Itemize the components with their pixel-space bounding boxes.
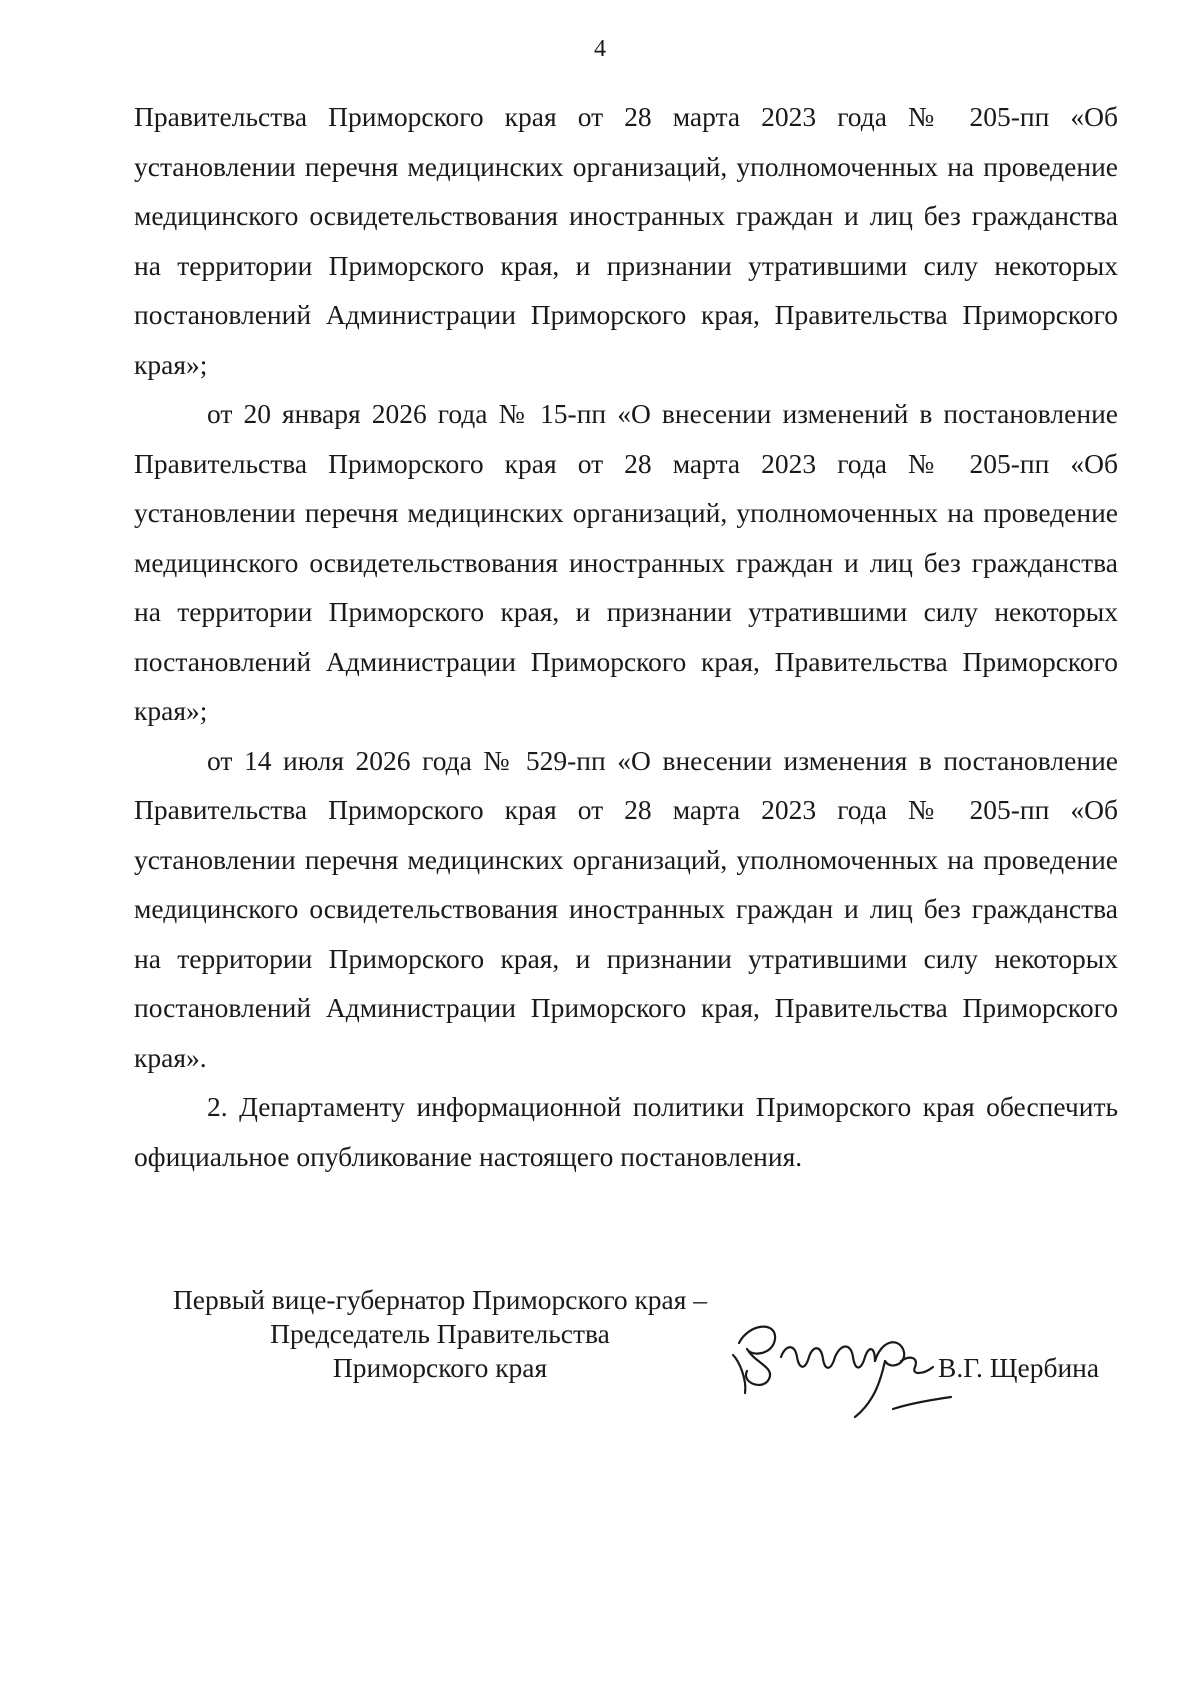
paragraph-item-2: 2. Департаменту информационной политики Приморского края обеспечить официальное опубликование настоящего постановления. [134, 1091, 1118, 1172]
signer-name: В.Г. Щербина [938, 1352, 1100, 1383]
position-line-3: Приморского края [332, 1352, 548, 1383]
paragraph-amendment-2026-01-20: от 20 января 2026 года № 15-пп «О внесении изменений в постановление Правительства Приморского края от 28 марта 2023 года № 205-пп «Об установлении перечня медицинских организаций, уполномоченных на проведение медицинского освидетельствования иностранных граждан и лиц без гражданства на территории Приморского края, и признании утратившими силу некоторых постановлений Администрации Приморского края, Правительства Приморского края»; [134, 398, 1118, 726]
position-line-1: Первый вице-губернатор Приморского края – [172, 1284, 708, 1315]
document-body [134, 92, 1118, 1181]
paragraph-amendment-2026-07-14: от 14 июля 2026 года № 529-пп «О внесении изменения в постановление Правительства Приморского края от 28 марта 2023 года № 205-пп «Об установлении перечня медицинских организаций, уполномоченных на проведение медицинского освидетельствования иностранных граждан и лиц без гражданства на территории Приморского края, и признании утратившими силу некоторых постановлений Администрации Приморского края, Правительства Приморского края». [134, 744, 1118, 1073]
handwritten-signature [725, 1305, 955, 1430]
paragraph-continuation: Правительства Приморского края от 28 марта 2023 года № 205-пп «Об установлении перечня медицинских организаций, уполномоченных на проведение медицинского освидетельствования иностранных граждан и лиц без гражданства на территории Приморского края, и признании утратившими силу некоторых постановлений Администрации Приморского края, Правительства Приморского края»; [134, 101, 1118, 380]
page-number: 4 [594, 36, 606, 62]
signatory-position [150, 1283, 730, 1385]
position-line-2: Председатель Правительства [270, 1318, 610, 1349]
